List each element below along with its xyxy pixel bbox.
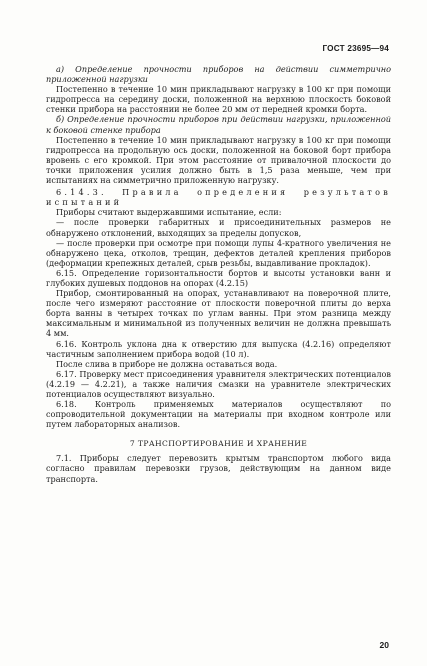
paragraph-subclause-b: б) Определение прочности приборов при действии нагрузки, приложенной к боковой стенке прибора xyxy=(46,114,391,135)
paragraph-criteria-2: — после проверки при осмотре при помощи лупы 4-кратного увеличения не обнаружено цека, отколов, трещин, дефектов деталей крепления приборов (деформации крепежных деталей, срыв резьбы, выдавливание прокладок). xyxy=(46,237,391,268)
paragraph-6-18: 6.18. Контроль применяемых материалов осуществляют по сопроводительной документации на материалы при входном контроле или путем лабораторных анализов. xyxy=(46,399,391,430)
paragraph-criteria-1: — после проверки габаритных и присоединительных размеров не обнаружено отклонений, выходящих за пределы допусков, xyxy=(46,217,391,238)
paragraph-a-text: Постепенно в течение 10 мин прикладывают нагрузку в 100 кг при помощи гидропресса на середину доски, положенной на верхнюю плоскость боковой стенки прибора на расстоянии не более 20 мм от передней кромки борта. xyxy=(46,84,391,115)
doc-code-header: ГОСТ 23695—94 xyxy=(322,44,389,53)
page-number: 20 xyxy=(379,640,389,650)
paragraph-criteria-intro: Приборы считают выдержавшими испытание, если: xyxy=(56,207,282,218)
paragraph-6-15-text: Прибор, смонтированный на опорах, устанавливают на поверочной плите, после чего измеряют расстояние от плоскости поверочной плиты до верха борта ванны в четырех точках по углам ванны. При этом разница между максимальным и минимальной из полученных величин не должна превышать 4 мм. xyxy=(46,288,391,339)
paragraph-7-1: 7.1. Приборы следует перевозить крытым транспортом любого вида согласно правилам перевозки грузов, действующим на данном виде транспорта. xyxy=(46,453,391,484)
clause-heading-6-14-3: 6.14.3. Правила определения результатов испытаний xyxy=(46,187,391,208)
paragraph-6-16-note: После слива в приборе не должна оставаться вода. xyxy=(56,358,278,369)
paragraph-6-15: 6.15. Определение горизонтальности бортов и высоты установки ванн и глубоких душевых поддонов на опорах (4.2.15) xyxy=(46,267,391,288)
paragraph-subclause-a: а) Определение прочности приборов на действии симметрично приложенной нагрузки xyxy=(46,64,391,85)
section-title: 7 ТРАНСПОРТИРОВАНИЕ И ХРАНЕНИЕ xyxy=(129,439,308,449)
paragraph-6-17: 6.17. Проверку мест присоединения уравнителя электрических потенциалов (4.2.19 — 4.2.21), а также наличия смазки на уравнителе электрических потенциалов осуществляют визуально. xyxy=(46,368,391,399)
document-body xyxy=(46,64,391,484)
paragraph-b-text: Постепенно в течение 10 мин прикладывают нагрузку в 100 кг при помощи гидропресса на продольную ось доски, положенной на боковой борт прибора вровень с его кромкой. При этом расстояние от привалочной плоскости до точки приложения усилия должно быть в 1,5 раза меньше, чем при испытаниях на симметрично приложенную нагрузку. xyxy=(46,134,391,186)
paragraph-6-16: 6.16. Контроль уклона дна к отверстию для выпуска (4.2.16) определяют частичным заполнением прибора водой (10 л). xyxy=(46,338,391,359)
